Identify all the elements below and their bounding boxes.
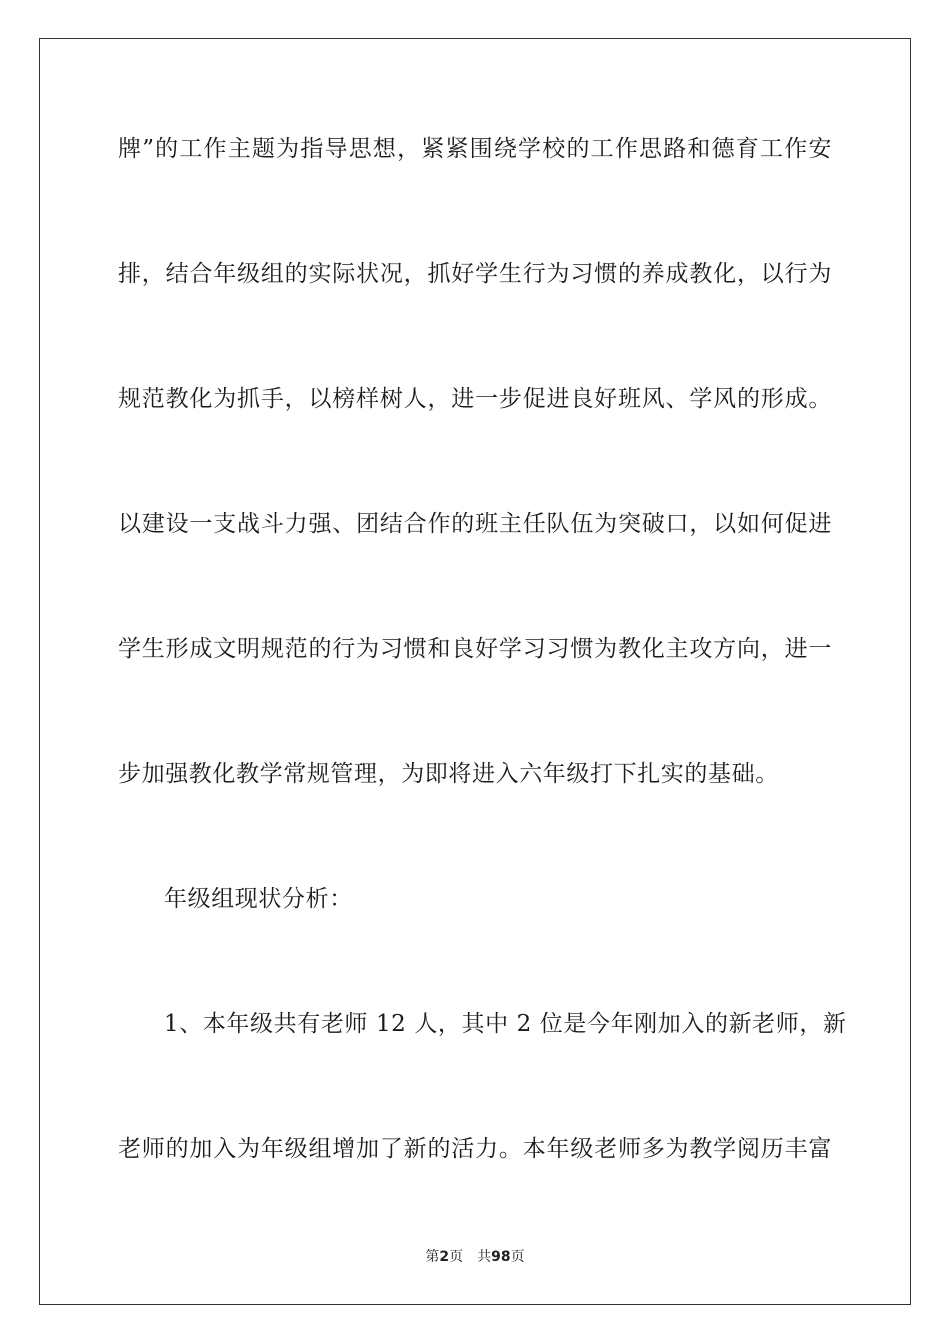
body-text-line-4: 以建设一支战斗力强、团结合作的班主任队伍为突破口，以如何促进 bbox=[118, 511, 832, 537]
body-text-line-9: 老师的加入为年级组增加了新的活力。本年级老师多为教学阅历丰富 bbox=[118, 1136, 832, 1162]
current-page-number: 2 bbox=[439, 1249, 450, 1265]
body-text-line-2: 排，结合年级组的实际状况，抓好学生行为习惯的养成教化，以行为 bbox=[118, 261, 832, 287]
section-heading: 年级组现状分析： bbox=[164, 886, 353, 912]
total-prefix: 共 bbox=[477, 1249, 492, 1265]
body-text-line-8: 1、本年级共有老师 12 人，其中 2 位是今年刚加入的新老师，新 bbox=[164, 1011, 847, 1037]
page-footer bbox=[0, 1248, 950, 1266]
total-pages-number: 98 bbox=[491, 1249, 511, 1265]
total-suffix: 页 bbox=[510, 1249, 525, 1265]
body-text-line-1: 牌”的工作主题为指导思想，紧紧围绕学校的工作思路和德育工作安 bbox=[118, 136, 832, 162]
page-suffix: 页 bbox=[449, 1249, 464, 1265]
page-prefix: 第 bbox=[425, 1249, 440, 1265]
body-text-line-6: 步加强教化教学常规管理，为即将进入六年级打下扎实的基础。 bbox=[118, 761, 779, 787]
body-text-line-5: 学生形成文明规范的行为习惯和良好学习习惯为教化主攻方向，进一 bbox=[118, 636, 832, 662]
page-border bbox=[39, 38, 911, 1305]
body-text-line-3: 规范教化为抓手，以榜样树人，进一步促进良好班风、学风的形成。 bbox=[118, 386, 832, 412]
